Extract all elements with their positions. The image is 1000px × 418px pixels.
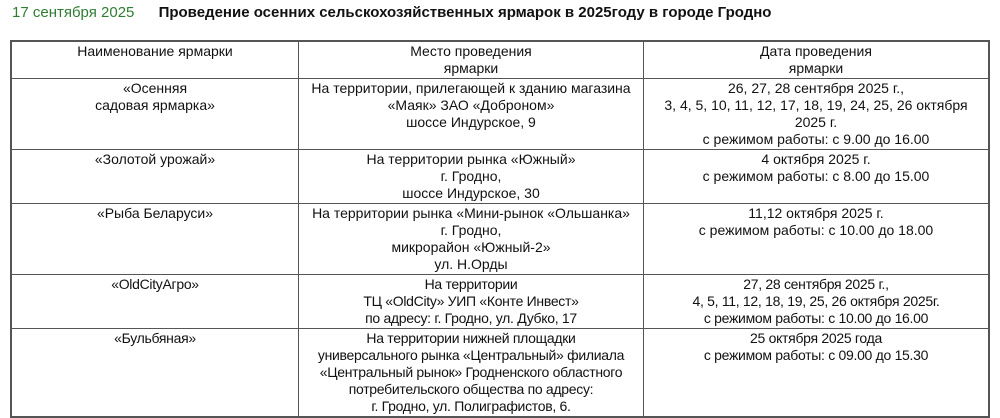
cell-line: 4 октября 2025 г. <box>761 151 871 167</box>
cell-place <box>299 204 644 275</box>
cell-line: с режимом работы: с 09.00 до 15.30 <box>703 347 929 363</box>
cell-line: ТЦ «OldCity» УИП «Конте Инвест» <box>363 293 579 309</box>
cell-line: 3, 4, 5, 10, 11, 12, 17, 18, 19, 24, 25, 26 октября <box>664 97 968 113</box>
cell-line: 26, 27, 28 сентября 2025 г., <box>727 80 904 96</box>
cell-line: универсального рынка «Центральный» филиала <box>317 347 625 363</box>
cell-line: «Золотой урожай» <box>94 151 216 167</box>
column-header-place <box>299 41 644 79</box>
cell-date <box>644 275 990 329</box>
cell-line: с режимом работы: с 8.00 до 15.00 <box>702 168 930 184</box>
column-header-name <box>11 41 299 79</box>
cell-date <box>644 204 990 275</box>
cell-date <box>644 329 990 418</box>
cell-line: «Бульбяная» <box>114 330 196 346</box>
cell-line: На территории нижней площадки <box>366 330 576 346</box>
cell-line: Дата проведения <box>760 43 872 59</box>
cell-name <box>11 329 299 418</box>
cell-place <box>299 150 644 204</box>
cell-place <box>299 329 644 418</box>
cell-line: На территории <box>424 276 518 292</box>
cell-line: 25 октября 2025 года <box>750 330 882 346</box>
cell-line: Место проведения <box>410 43 532 59</box>
cell-line: шоссе Индурское, 30 <box>402 185 540 201</box>
cell-line: ул. Н.Орды <box>434 256 508 272</box>
publish-date: 17 сентября 2025 <box>12 4 135 21</box>
cell-name <box>11 150 299 204</box>
cell-place <box>299 275 644 329</box>
cell-line: ярмарки <box>788 60 844 76</box>
cell-date <box>644 150 990 204</box>
cell-line: 11,12 октября 2025 г. <box>748 205 884 221</box>
cell-line: по адресу: г. Гродно, ул. Дубко, 17 <box>365 310 577 326</box>
table-row <box>11 150 989 204</box>
cell-line: садовая ярмарка» <box>95 97 215 113</box>
cell-line: г. Гродно, ул. Полиграфистов, 6. <box>371 398 571 414</box>
cell-line: «OldCityАгро» <box>111 276 199 292</box>
cell-line: На территории рынка «Южный» <box>366 151 576 167</box>
cell-line: с режимом работы: с 10.00 до 18.00 <box>698 222 934 238</box>
cell-line: г. Гродно, <box>440 222 502 238</box>
cell-line: 2025 г. <box>794 114 838 130</box>
table-row <box>11 204 989 275</box>
cell-line: «Маяк» ЗАО «Доброном» <box>387 97 555 113</box>
table-row <box>11 79 989 150</box>
cell-line: с режимом работы: с 10.00 до 16.00 <box>703 310 929 326</box>
cell-line: микрорайон «Южный-2» <box>391 239 551 255</box>
table-row <box>11 329 989 418</box>
cell-line: с режимом работы: с 9.00 до 16.00 <box>702 131 930 147</box>
cell-line: Наименование ярмарки <box>77 43 233 59</box>
column-header-date <box>644 41 990 79</box>
page-header <box>12 4 771 21</box>
cell-line: потребительского общества по адресу: <box>348 381 594 397</box>
table-header-row <box>11 41 989 79</box>
cell-line: ярмарки <box>443 60 499 76</box>
cell-date <box>644 79 990 150</box>
cell-line: шоссе Индурское, 9 <box>406 114 536 130</box>
cell-name <box>11 79 299 150</box>
fairs-table <box>10 40 990 418</box>
cell-line: На территории, прилегающей к зданию магазина <box>311 80 631 96</box>
cell-line: «Рыба Беларуси» <box>96 205 214 221</box>
page-title: Проведение осенних сельскохозяйственных ярмарок в 2025году в городе Гродно <box>158 4 772 21</box>
cell-line: 4, 5, 11, 12, 18, 19, 25, 26 октября 2025г. <box>692 293 940 309</box>
cell-line: г. Гродно, <box>440 168 502 184</box>
cell-line: «Осенняя <box>122 80 188 96</box>
cell-line: 27, 28 сентября 2025 г., <box>743 276 889 292</box>
cell-name <box>11 204 299 275</box>
cell-line: На территории рынка «Мини-рынок «Ольшанка» <box>312 205 630 221</box>
cell-line: «Центральный рынок» Гродненского областного <box>319 364 623 380</box>
cell-name <box>11 275 299 329</box>
table-row <box>11 275 989 329</box>
cell-place <box>299 79 644 150</box>
